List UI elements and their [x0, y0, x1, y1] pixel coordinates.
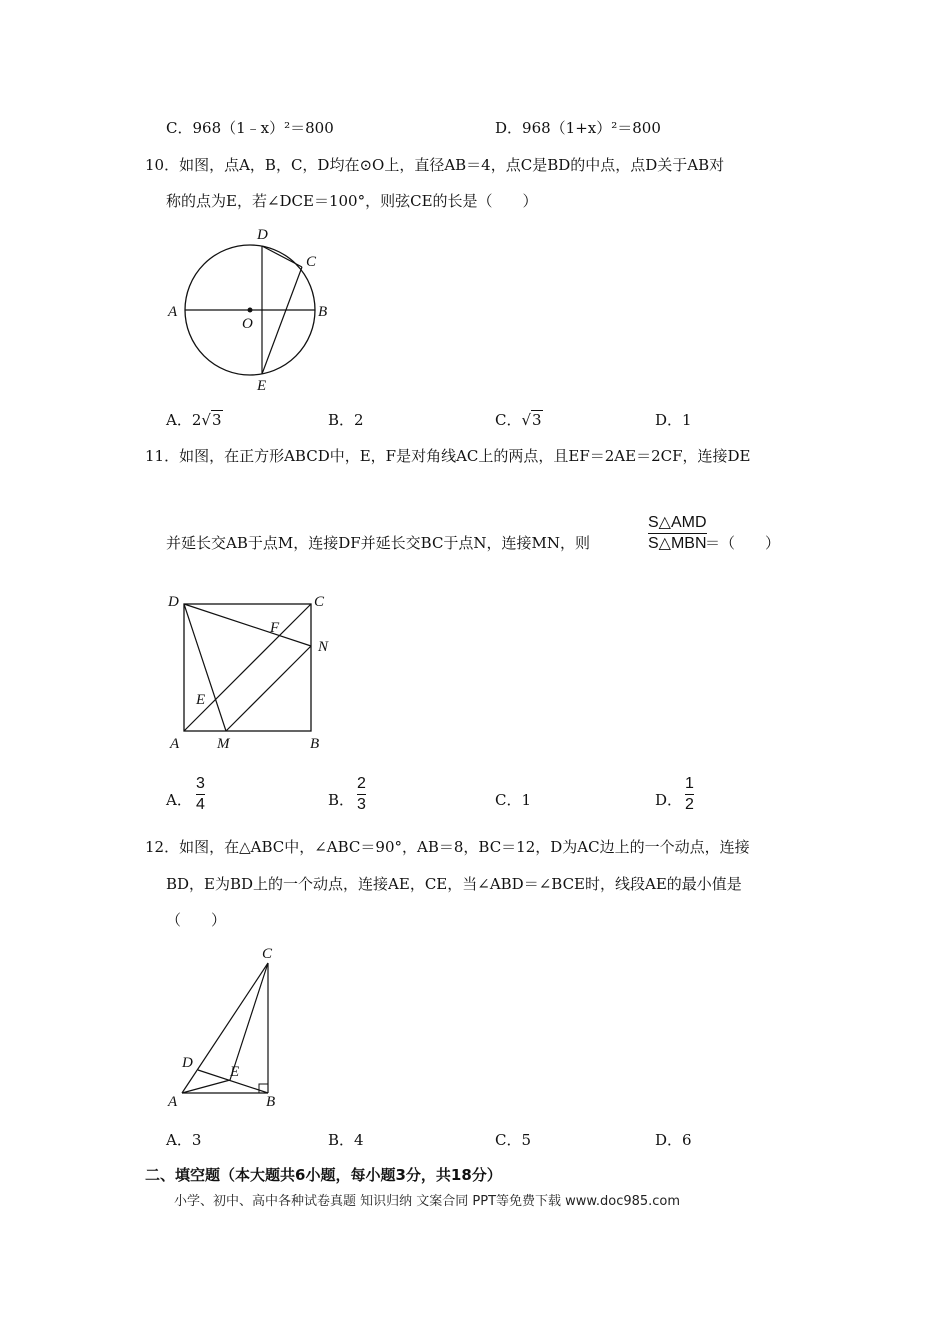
q10-figure — [160, 222, 340, 397]
q11-label-c: C — [314, 594, 325, 610]
segment-ce — [230, 963, 268, 1080]
q12-option-d: D．6 — [655, 1131, 692, 1149]
q12-line2: BD，E为BD上的一个动点，连接AE，CE，当∠ABD＝∠BCE时，线段AE的最小值是 — [166, 875, 742, 893]
q12-label-a: A — [168, 1094, 178, 1110]
q10-label-c: C — [306, 254, 317, 270]
q11-option-d-frac: 1 2 — [685, 775, 694, 813]
q11-option-b-frac: 2 3 — [357, 775, 366, 813]
q11-line2: 并延长交AB于点M，连接DF并延长交BC于点N，连接MN，则 — [166, 534, 591, 552]
q11-option-d-prefix: D． — [655, 791, 683, 809]
q12-figure — [160, 940, 290, 1115]
q11-label-n: N — [318, 639, 329, 655]
q10-label-a: A — [168, 304, 178, 320]
q11-line2-end: ＝（ ） — [705, 534, 781, 552]
q10-label-o: O — [242, 316, 253, 332]
q11-label-a: A — [170, 736, 180, 752]
q11-line1: 11．如图，在正方形ABCD中，E，F是对角线AC上的两点，且EF＝2AE＝2CF，连接DE — [145, 447, 751, 465]
q10-option-d: D．1 — [655, 411, 692, 429]
q10-option-c: C．√3 — [495, 411, 542, 429]
q10-line2: 称的点为E，若∠DCE＝100°，则弦CE的长是（ ） — [166, 192, 538, 210]
q11-label-e: E — [196, 692, 206, 708]
q11-option-b-prefix: B． — [328, 791, 355, 809]
q11-label-f: F — [270, 620, 280, 636]
q12-label-c: C — [262, 946, 273, 962]
q11-label-d: D — [168, 594, 179, 610]
q12-option-a: A．3 — [166, 1131, 202, 1149]
q12-label-d: D — [182, 1055, 193, 1071]
line-mn — [226, 646, 311, 731]
q11-figure — [160, 588, 345, 753]
q10-label-e: E — [257, 378, 267, 394]
section-title: 二、填空题（本大题共6小题，每小题3分，共18分） — [145, 1166, 502, 1184]
q10-label-d: D — [257, 227, 268, 243]
side-ac — [182, 963, 268, 1093]
chord-ce — [262, 267, 302, 374]
q12-label-b: B — [266, 1094, 276, 1110]
q10-option-a: A．2√3 — [166, 411, 222, 429]
line-dn — [184, 604, 311, 646]
page-footer: 小学、初中、高中各种试卷真题 知识归纳 文案合同 PPT等免费下载 www.doc985.com — [174, 1194, 681, 1209]
center-dot — [248, 308, 253, 313]
line-dm — [184, 604, 226, 731]
q12-line3: （ ） — [166, 911, 227, 929]
q9-option-d: D．968（1+x）²＝800 — [495, 119, 661, 137]
q11-label-m: M — [217, 736, 230, 752]
q11-option-a-frac: 3 4 — [196, 775, 205, 813]
q12-option-c: C．5 — [495, 1131, 532, 1149]
q12-option-b: B．4 — [328, 1131, 364, 1149]
chord-dc — [262, 246, 302, 267]
q12-line1: 12．如图，在△ABC中，∠ABC＝90°，AB＝8，BC＝12，D为AC边上的一个动点，连接 — [145, 838, 750, 856]
q11-option-c: C．1 — [495, 791, 532, 809]
q10-label-b: B — [318, 304, 328, 320]
diagonal-ac — [184, 604, 311, 731]
q11-area-ratio: S△AMD S△MBN — [648, 514, 707, 552]
q11-label-b: B — [310, 736, 320, 752]
q10-option-b: B．2 — [328, 411, 364, 429]
q10-line1: 10．如图，点A，B，C，D均在⊙O上，直径AB＝4，点C是BD的中点，点D关于AB对 — [145, 156, 725, 174]
q11-option-a-prefix: A． — [166, 791, 192, 809]
q12-label-e: E — [230, 1064, 240, 1080]
q9-option-c: C．968（1﹣x）²＝800 — [166, 119, 334, 137]
